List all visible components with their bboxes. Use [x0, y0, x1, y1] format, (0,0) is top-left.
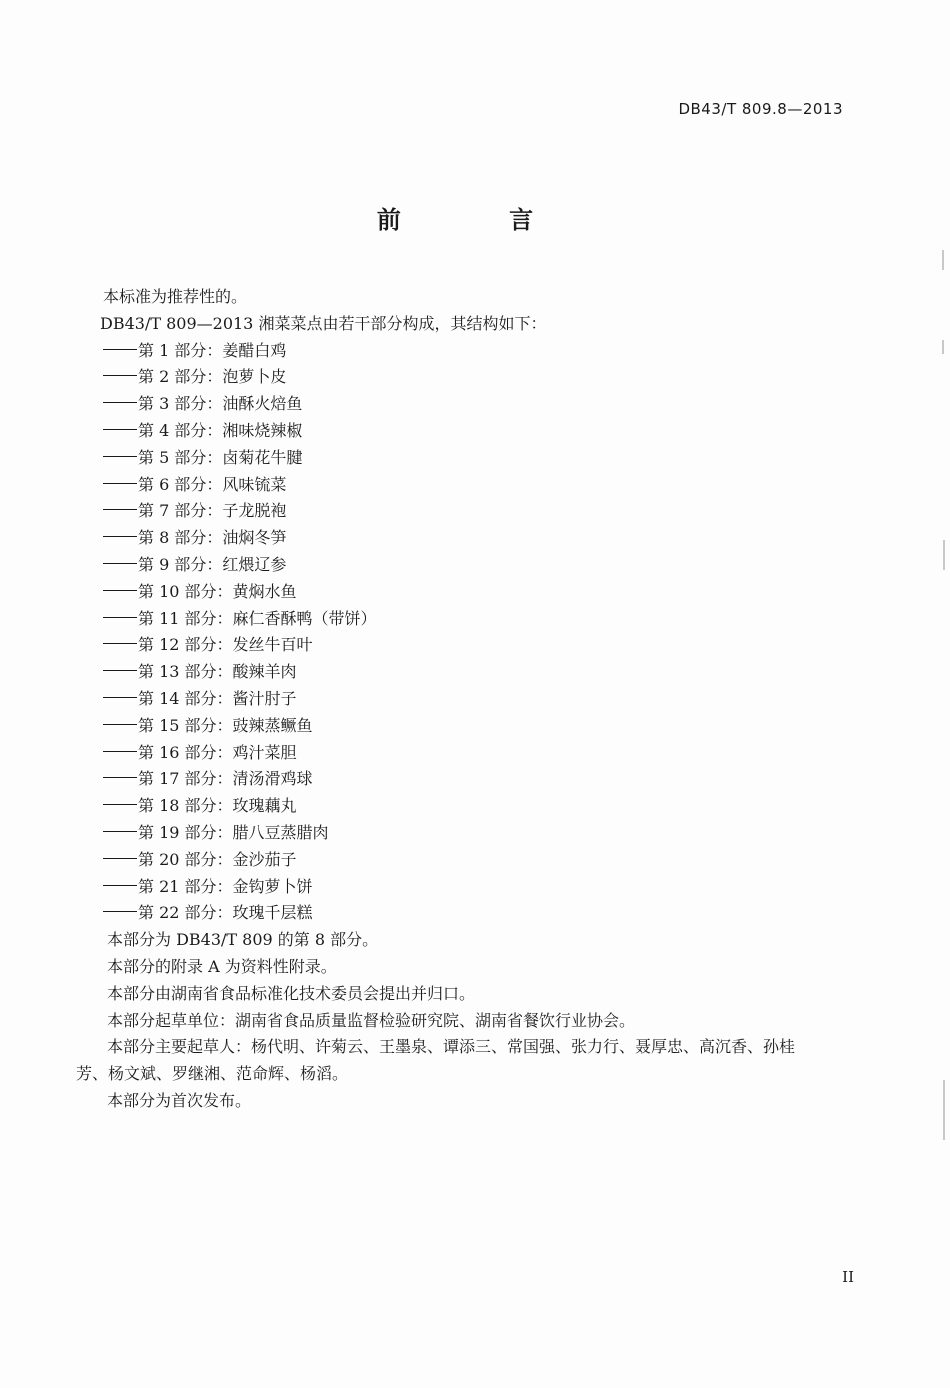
parts-list-item: [103, 740, 863, 767]
em-dash-marker: [103, 670, 137, 671]
em-dash-marker: [103, 724, 137, 725]
parts-list-item: [103, 472, 863, 499]
em-dash-marker: [103, 885, 137, 886]
parts-list-item: [103, 793, 863, 820]
em-dash-marker: [103, 804, 137, 805]
parts-list-item: [103, 632, 863, 659]
em-dash-marker: [103, 777, 137, 778]
parts-list-item: [103, 847, 863, 874]
parts-list-item: [103, 713, 863, 740]
foreword-body: [76, 284, 863, 1115]
em-dash-marker: [103, 456, 137, 457]
em-dash-marker: [103, 349, 137, 350]
closing-drafting-units: 本部分起草单位：湖南省食品质量监督检验研究院、湖南省餐饮行业协会。: [107, 1010, 636, 1030]
part-label: 第 17 部分：清汤滑鸡球: [138, 769, 313, 789]
part-label: 第 3 部分：油酥火焙鱼: [138, 394, 303, 414]
em-dash-marker: [103, 590, 137, 591]
em-dash-marker: [103, 429, 137, 430]
em-dash-marker: [103, 643, 137, 644]
scan-edge-mark: [942, 250, 944, 270]
em-dash-marker: [103, 831, 137, 832]
part-label: 第 18 部分：玫瑰藕丸: [138, 796, 297, 816]
closing-appendix: 本部分的附录 A 为资料性附录。: [107, 956, 337, 976]
parts-list-item: [103, 418, 863, 445]
part-label: 第 1 部分：姜醋白鸡: [138, 340, 287, 360]
page-title: 前 言: [376, 206, 584, 234]
part-label: 第 16 部分：鸡汁菜胆: [138, 742, 297, 762]
parts-list-item: [103, 391, 863, 418]
part-label: 第 13 部分：酸辣羊肉: [138, 662, 297, 682]
part-label: 第 11 部分：麻仁香酥鸭（带饼）: [138, 608, 377, 628]
part-label: 第 20 部分：金沙茄子: [138, 849, 297, 869]
parts-list-item: [103, 445, 863, 472]
intro-line-structure: DB43/T 809—2013 湘菜菜点由若干部分构成，其结构如下：: [100, 313, 547, 333]
scan-edge-mark: [943, 1080, 945, 1140]
part-label: 第 21 部分：金钩萝卜饼: [138, 876, 313, 896]
scan-edge-mark: [943, 540, 945, 570]
parts-list-item: [103, 686, 863, 713]
parts-list-item: [103, 606, 863, 633]
parts-list-item: [103, 659, 863, 686]
closing-drafters-line1: 本部分主要起草人：杨代明、许菊云、王墨泉、谭添三、常国强、张力行、聂厚忠、高沉香、孙桂: [107, 1037, 796, 1057]
em-dash-marker: [103, 402, 137, 403]
part-label: 第 9 部分：红煨辽参: [138, 554, 287, 574]
closing-part-of: 本部分为 DB43/T 809 的第 8 部分。: [107, 930, 379, 950]
closing-first-release: 本部分为首次发布。: [107, 1090, 252, 1110]
part-label: 第 10 部分：黄焖水鱼: [138, 581, 297, 601]
closing-drafters-line2: 芳、杨文斌、罗继湘、范命辉、杨滔。: [76, 1064, 349, 1084]
parts-list: [103, 338, 863, 928]
parts-list-item: [103, 579, 863, 606]
part-label: 第 6 部分：风味锍菜: [138, 474, 287, 494]
scan-edge-mark: [942, 340, 944, 354]
part-label: 第 2 部分：泡萝卜皮: [138, 367, 287, 387]
em-dash-marker: [103, 536, 137, 537]
em-dash-marker: [103, 697, 137, 698]
part-label: 第 7 部分：子龙脱袍: [138, 501, 287, 521]
em-dash-marker: [103, 375, 137, 376]
part-label: 第 19 部分：腊八豆蒸腊肉: [138, 822, 329, 842]
parts-list-item: [103, 820, 863, 847]
part-label: 第 5 部分：卤菊花牛腱: [138, 447, 303, 467]
standard-number: DB43/T 809.8—2013: [678, 100, 843, 118]
parts-list-item: [103, 766, 863, 793]
parts-list-item: [103, 900, 863, 927]
parts-list-item: [103, 364, 863, 391]
em-dash-marker: [103, 911, 137, 912]
closing-proposed-by: 本部分由湖南省食品标准化技术委员会提出并归口。: [107, 983, 476, 1003]
em-dash-marker: [103, 483, 137, 484]
parts-list-item: [103, 874, 863, 901]
em-dash-marker: [103, 509, 137, 510]
page-number: II: [842, 1268, 854, 1286]
parts-list-item: [103, 525, 863, 552]
parts-list-item: [103, 552, 863, 579]
parts-list-item: [103, 338, 863, 365]
parts-list-item: [103, 498, 863, 525]
part-label: 第 14 部分：酱汁肘子: [138, 688, 297, 708]
part-label: 第 22 部分：玫瑰千层糕: [138, 903, 313, 923]
em-dash-marker: [103, 858, 137, 859]
part-label: 第 12 部分：发丝牛百叶: [138, 635, 313, 655]
part-label: 第 15 部分：豉辣蒸鳜鱼: [138, 715, 313, 735]
em-dash-marker: [103, 563, 137, 564]
part-label: 第 8 部分：油焖冬笋: [138, 528, 287, 548]
em-dash-marker: [103, 617, 137, 618]
part-label: 第 4 部分：湘味烧辣椒: [138, 420, 303, 440]
intro-line-recommended: 本标准为推荐性的。: [103, 287, 248, 306]
em-dash-marker: [103, 751, 137, 752]
